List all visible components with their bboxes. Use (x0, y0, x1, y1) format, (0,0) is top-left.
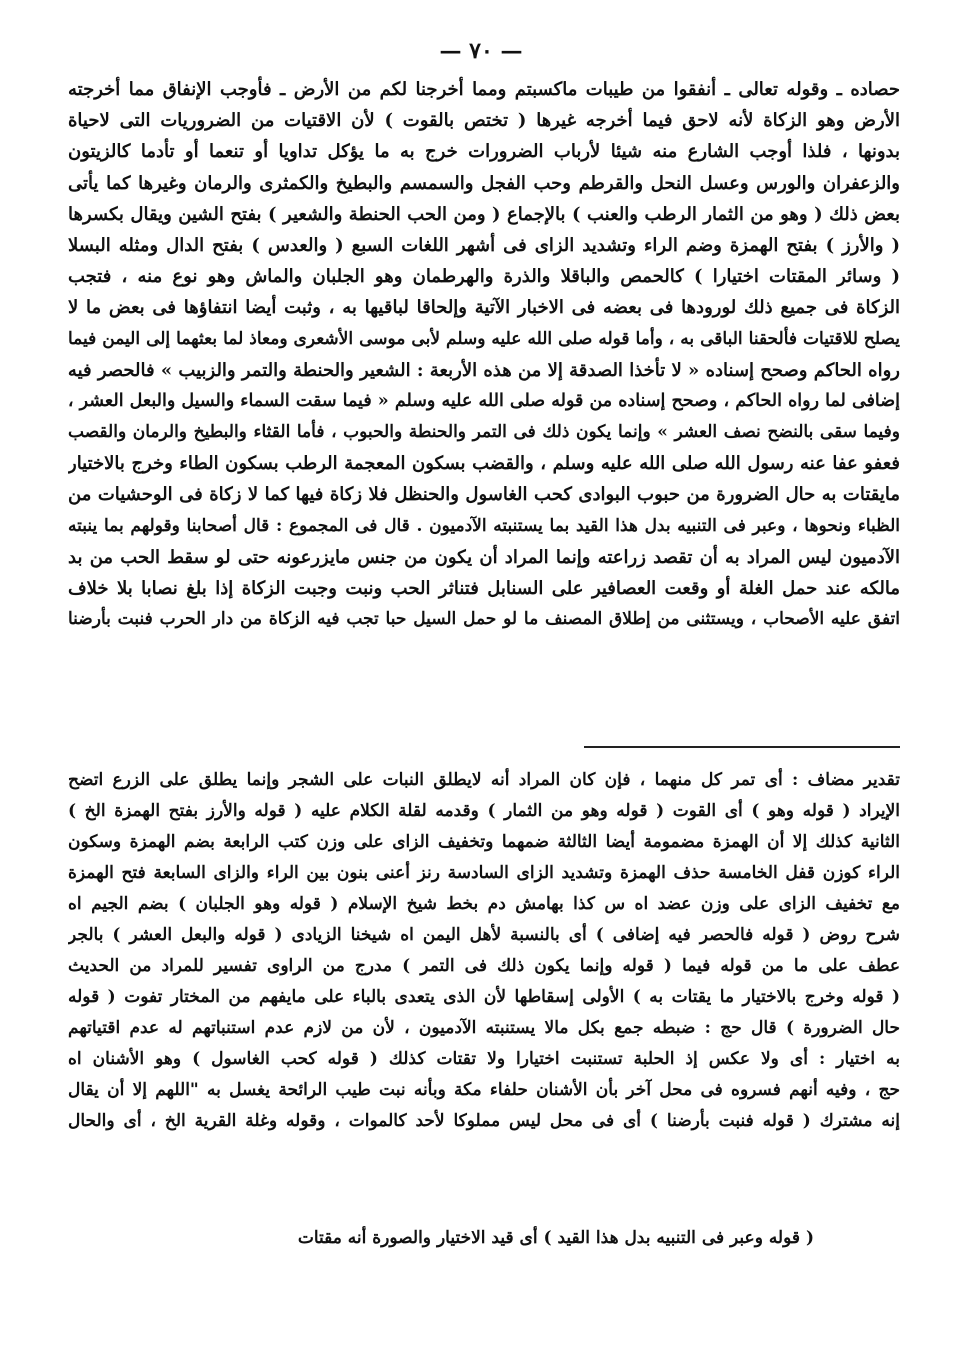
catchword-note: ( قوله وعبر فى التنبيه بدل هذا القيد ) أى قيد الاختيار والصورة أنه مقتات (297, 1228, 814, 1248)
commentary-line: الثانية كذلك إلا أن الهمزة مضمومة أيضا الثالثة ضمهما وتخفيف الزاى على وزن كتب الرابعة بضم الهمزة وسكون (68, 832, 900, 852)
main-text-line: يصلح للاقتيات فألحقنا الباقى به ، وأما قوله صلى الله عليه وسلم لأبى موسى الأشعرى ومعاذ لما بعثهما إلى اليمن فيما (68, 328, 900, 349)
main-text-line: رواه الحاكم وصحح إسناده « لا تأخذا الصدقة إلا من هذه الأربعة : الشعير والحنطة والتمر والزبيب » فالحصر فيه (68, 359, 900, 381)
main-text-line: مايقتات به حال الضرورة من حبوب البوادى كحب الغاسول والحنظل فلا زكاة فيها كما لا زكاة فى الوحشيات من (68, 484, 900, 506)
footnote-divider (584, 746, 900, 748)
main-text-line: إضافى لما رواه الحاكم ، وصحح إسناده من قوله صلى الله عليه وسلم « فيما سقت السماء والسيل والبعل العشر ، (68, 390, 900, 411)
commentary-line: الإيراد ( قوله وهو ) أى القوت ( قوله وهو من الثمار ) وقدمه لقلة الكلام عليه ( قوله والأرز بفتح الهمزة الخ ) (68, 801, 900, 821)
commentary-line: ( قوله وخرج بالاختيار ما يقتات به ) الأولى إسقاطها لأن الذى يتعدى بالباء على مايفهم من المختار تفوت ( قوله (68, 987, 900, 1007)
main-text-line: حصاده ـ وقوله تعالى ـ أنفقوا من طيبات ماكسبتم ومما أخرجنا لكم من الأرض ـ فأوجب الإنفاق مما أخرجته (68, 79, 900, 100)
main-text-line: الزكاة فى جميع ذلك لورودها فى بعضه فى الاخبار الآتية وإلحاقا لباقيها به ، وثبت أيضا انتفاؤها فى بعض ما لا (68, 297, 900, 319)
commentary-line: إنه مشترك ( قوله فنبت بأرضنا ) أى فى محل ليس مملوكا لأحد كالموات ، وقوله وغلة القرية الخ ، أى والحال (68, 1111, 900, 1131)
main-text-line: فعفو عفا عنه رسول الله صلى الله عليه وسلم ، والقضب بسكون المعجمة الرطب بسكون الطاء وخرج بالاختيار (68, 453, 900, 475)
main-text-line: بدونها ، فلذا أوجب الشارع منه شيئا لأرباب الضرورات خرج به ما يؤكل تداويا أو تنعما أو تأدما كالزيتون (68, 141, 900, 163)
commentary-line: تقدير مضاف : أى تمر كل منهما ، فإن كان المراد أنه لايطلق النبات على الشجر وإنما يطلق على الزرع اتضح (68, 770, 900, 790)
main-text-block (68, 74, 900, 635)
main-text-line: والزعفران والورس وعسل النحل والقرطم وحب الفجل والسمسم والبطيخ والكمثرى والرمان وغيرها كما يأتى (68, 172, 900, 194)
main-text-line: بعض ذلك ( وهو من الثمار الرطب والعنب ) بالإجماع ( ومن الحب الحنطة والشعير ) بفتح الشين ويقال بكسرها (68, 203, 900, 225)
commentary-line: به اختيار : أى ولا عكس إذ الحلبة تستنبت اختيارا ولا تقتات كذلك ( قوله كحب الغاسول ) وهو الأشنان اه (68, 1049, 900, 1069)
main-text-line: وفيما سقى بالنضح نصف العشر » وإنما يكون ذلك فى التمر والحنطة والحبوب ، فأما القثاء والبطيخ والرمان والقصب (68, 422, 900, 443)
main-text-line: الظباء ونحوها ، وعبر فى التنبيه بدل هذا القيد بما يستنبته الآدميون . قال فى المجموع : قال أصحابنا وقولهم بما ينبته (68, 515, 900, 536)
commentary-line: الراء كوزن قفل الخامسة حذف الهمزة وتشديد الزاى السادسة رنز أعنى بنون بين الراء والزاى السابعة فتح الهمزة (68, 863, 900, 883)
commentary-line: عطف على ما من قوله فيما ( قوله وإنما يكون ذلك فى التمر ) مدرج من الراوى تفسير للمراد من الحديث (68, 956, 900, 976)
commentary-line: حال الضرورة ) قال حج : ضبطه جمع بكل مالا يستنبته الآدميون ، لأن من لازم عدم استنباتهم له عدم اقتياتهم (68, 1018, 900, 1038)
main-text-line: الآدميون ليس المراد به أن تقصد زراعته وإنما المراد أن يكون من جنس مايزرعونه حتى لو سقط الحب من بد (68, 546, 900, 568)
page-number: — ٧٠ — (439, 38, 523, 64)
main-text-line: ( والأرز ) بفتح الهمزة وضم الراء وتشديد الزاى فى أشهر اللغات السبع ( والعدس ) بفتح الدال ومثله البسلا (68, 234, 900, 256)
main-text-line: اتفق عليه الأصحاب ، ويستثنى من إطلاق المصنف ما لو حمل السيل حبا تجب فيه الزكاة من دار الحرب فنبت بأرضنا (68, 609, 900, 630)
commentary-line: شرح روض ( قوله فالحصر فيه إضافى ) أى بالنسبة لأهل اليمن اه شيخنا الزيادى ( قوله والبعل العشر ) بالجر (68, 925, 900, 945)
main-text-line: مالكه عند حمل الغلة أو وقعت العصافير على السنابل فتناثر الحب ونبت وجبت الزكاة إذا بلغ نصابا بلا خلاف (68, 578, 900, 599)
main-text-line: ( وسائر المقتات اختيارا ) كالحمص والباقلا والذرة والهرطمان وهو الجلبان والماش وهو نوع منه ، فتجب (68, 266, 900, 288)
commentary-line: مع تخفيف الزاى على وزن عضد اه س كذا بهامش دم بخط شيخ الإسلام ( قوله وهو الجلبان ) بضم الجيم اه (68, 894, 900, 914)
commentary-line: حج ، وفيه أنهم فسروه فى محل آخر بأن الأشنان حلفاء مكة وبأنه نبت طيب الرائحة يغسل به "اللهم إلا أن يقال (68, 1080, 900, 1100)
commentary-block (68, 765, 900, 1137)
main-text-line: الأرض وهو الزكاة لأنه لاحق فيما أخرجه غيرها ( تختص بالقوت ) لأن الاقتيات من الضروريات التى لاحياة (68, 110, 900, 132)
